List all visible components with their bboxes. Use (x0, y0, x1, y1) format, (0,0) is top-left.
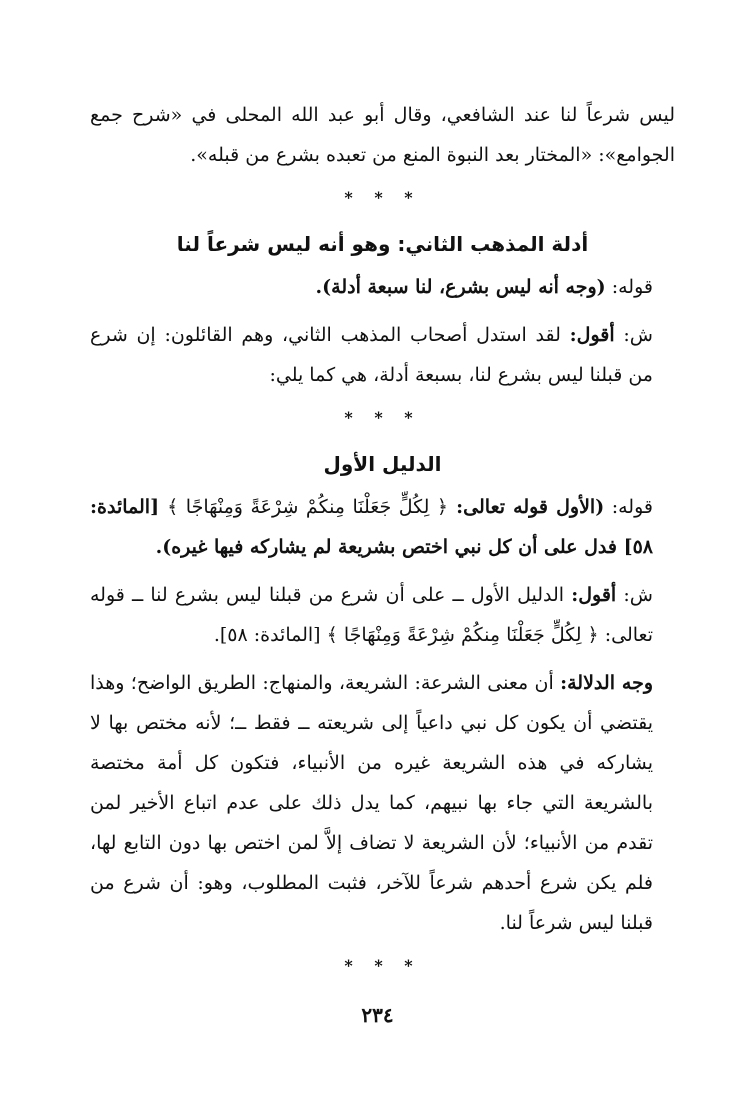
quran-verse: ﴿ لِكُلٍّ جَعَلْنَا مِنكُمْ شِرْعَةً وَمِنْهَاجًا ﴾ (167, 496, 449, 518)
quote-paragraph-2 (90, 487, 675, 567)
commentary-prefix: ش: (614, 324, 653, 346)
commentary-paragraph (90, 315, 675, 395)
evidence-text: أن معنى الشرعة: الشريعة، والمنهاج: الطريق الواضح؛ وهذا يقتضي أن يكون كل نبي داعياً إلى شريعته ــ فقط ــ؛ لأنه مختص بها لا يشاركه في هذه الشريعة غيره من الأنبياء، فتكون كل أمة مختصة بالشريعة التي جاء بها نبيهم، كما يدل ذلك على عدم اتباع الأخير لمن تقدم من الأنبياء؛ لأن الشريعة لا تضاف إلاَّ لمن اختص بها دون التابع لها، فلم يكن شرع أحدهم شرعاً للآخر، فثبت المطلوب، وهو: أن شرع من قبلنا ليس شرعاً لنا. (90, 672, 653, 934)
commentary-text: لقد استدل أصحاب المذهب الثاني، وهم القائلون: إن شرع من قبلنا ليس بشرع لنا، بسبعة أدلة، هي كما يلي: (90, 324, 653, 386)
quote-bold: (الأول قوله تعالى: (448, 496, 605, 518)
commentary-label: أقول: (569, 324, 615, 346)
evidence-paragraph (90, 663, 675, 943)
page-number: ٢٣٤ (361, 1003, 394, 1027)
quote-prefix: قوله: (605, 276, 653, 298)
commentary-label-2: أقول: (571, 584, 617, 606)
quote-rest: [المائدة: ٥٨] فدل على أن كل نبي اختص بشريعة لم يشاركه فيها غيره). (90, 496, 653, 558)
opening-paragraph-text: ليس شرعاً لنا عند الشافعي، وقال أبو عبد الله المحلى في «شرح جمع الجوامع»: «المختار بعد النبوة المنع من تعبده بشرع من قبله». (90, 104, 675, 166)
commentary-paragraph-2 (90, 575, 675, 655)
commentary-text-2a: الدليل الأول ــ على أن شرع من قبلنا ليس بشرع لنا ــ قوله تعالى: (90, 584, 653, 646)
section-heading-second-school: أدلة المذهب الثاني: وهو أنه ليس شرعاً لنا (176, 232, 589, 256)
evidence-label: وجه الدلالة: (560, 672, 654, 694)
quote-prefix-2: قوله: (604, 496, 653, 518)
section-heading-first-evidence: الدليل الأول (323, 452, 442, 476)
page-body (90, 95, 675, 991)
commentary-verse: ﴿ لِكُلٍّ جَعَلْنَا مِنكُمْ شِرْعَةً وَمِنْهَاجًا ﴾ (326, 624, 599, 646)
separator-stars-2: * * * (344, 408, 421, 427)
commentary-text-2b: [المائدة: ٥٨]. (213, 624, 327, 646)
separator-stars: * * * (344, 188, 421, 207)
opening-paragraph (90, 95, 675, 175)
commentary-prefix-2: ش: (616, 584, 653, 606)
quote-paragraph (90, 267, 675, 307)
separator-stars-3: * * * (344, 956, 421, 975)
quote-text: (وجه أنه ليس بشرع، لنا سبعة أدلة). (315, 276, 606, 298)
